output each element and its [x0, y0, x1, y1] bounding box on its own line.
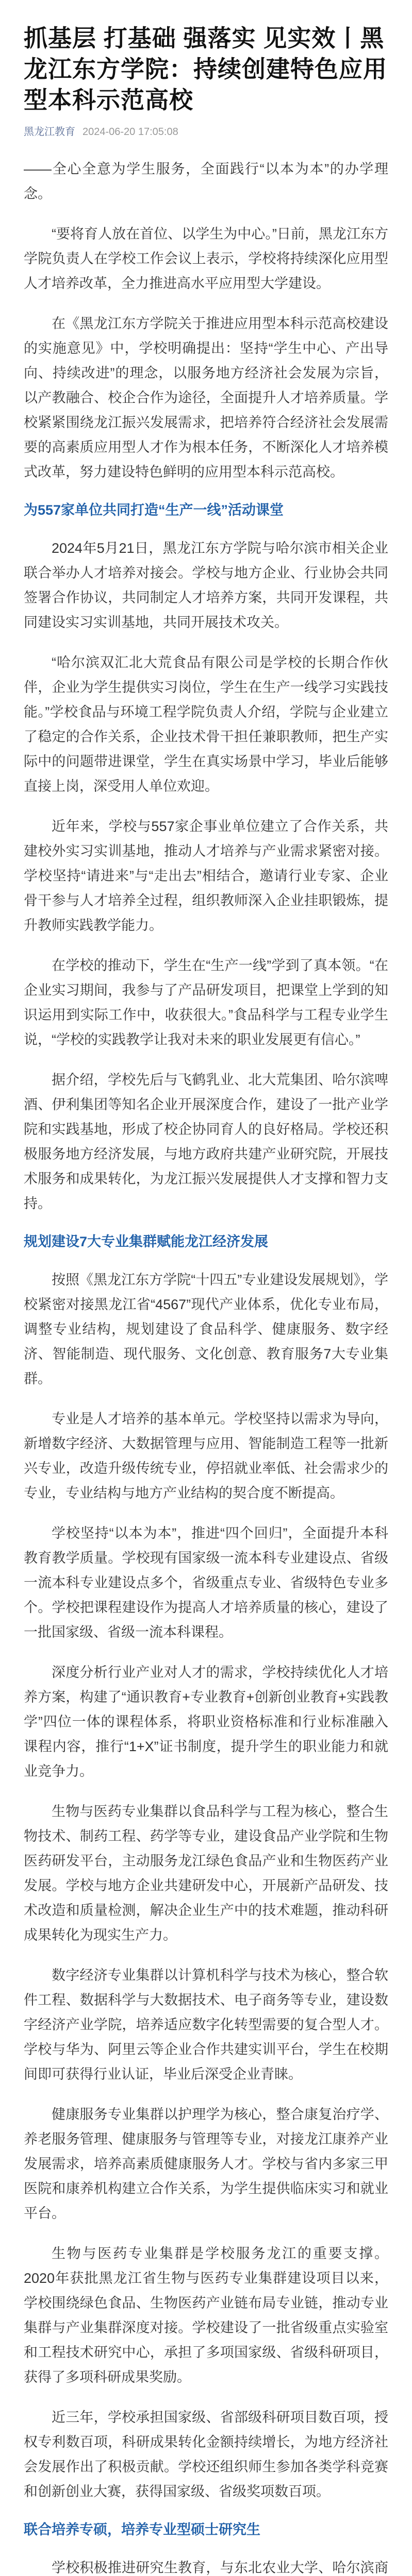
section-heading: 为557家单位共同打造“生产一线”活动课堂 — [24, 502, 284, 518]
body-paragraph: 学校积极推进研究生教育，与东北农业大学、哈尔滨商 — [52, 2560, 388, 2575]
section-heading: 规划建设7大专业集群赋能龙江经济发展 — [24, 1234, 269, 1249]
body-paragraph: 数字经济专业集群以计算机科学与技术为核心，整合软件工程、数据科学与大数据技术、电子商务等专业，建设数字经济产业学院，培养适应数字化转型需要的复合型人才。学校与华为、阿里云等企业合作共建实训平台，学生在校期间即可获得行业认证，毕业后深受企业青睐。 — [24, 1968, 388, 2082]
body-paragraph: 2024年5月21日，黑龙江东方学院与哈尔滨市相关企业联合举办人才培养对接会。学校与地方企业、行业协会共同签署合作协议，共同制定人才培养方案，共同开发课程，共同建设实习实训基地，共同开展技术攻关。 — [24, 540, 388, 630]
body-paragraph: 据介绍，学校先后与飞鹤乳业、北大荒集团、哈尔滨啤酒、伊利集团等知名企业开展深度合作，建设了一批产业学院和实践基地，形成了校企协同育人的良好格局。学校还积极服务地方经济发展，与地方政府共建产业研究院，开展技术服务和成果转化，为龙江振兴发展提供人才支撑和智力支持。 — [24, 1072, 388, 1211]
body-paragraph: “要将育人放在首位、以学生为中心。”日前，黑龙江东方学院负责人在学校工作会议上表示，学校将持续深化应用型人才培养改革，全力推进高水平应用型大学建设。 — [24, 226, 388, 291]
article-meta — [24, 125, 388, 139]
body-paragraph: 按照《黑龙江东方学院“十四五”专业建设发展规划》，学校紧密对接黑龙江省“4567”现代产业体系，优化专业布局，调整专业结构，规划建设了食品科学、健康服务、数字经济、智能制造、现代服务、文化创意、教育服务7大专业集群。 — [24, 1272, 388, 1386]
section-heading: 联合培养专硕，培养专业型硕士研究生 — [24, 2522, 260, 2537]
body-paragraph: 生物与医药专业集群以食品科学与工程为核心，整合生物技术、制药工程、药学等专业，建设食品产业学院和生物医药研发平台，主动服务龙江绿色食品产业和生物医药产业发展。学校与地方企业共建研发中心，开展新产品研发、技术改造和质量检测，解决企业生产中的技术难题，推动科研成果转化为现实生产力。 — [24, 1804, 388, 1943]
body-paragraph: 专业是人才培养的基本单元。学校坚持以需求为导向，新增数字经济、大数据管理与应用、智能制造工程等一批新兴专业，改造升级传统专业，停招就业率低、社会需求少的专业，专业结构与地方产业结构的契合度不断提高。 — [24, 1411, 388, 1501]
source-account-link[interactable]: 黑龙江教育 — [24, 126, 75, 138]
article-body — [24, 157, 388, 2576]
body-paragraph: 深度分析行业产业对人才的需求，学校持续优化人才培养方案，构建了“通识教育+专业教育+创新创业教育+实践教学”四位一体的课程体系，将职业资格标准和行业标准融入课程内容，推行“1+X”证书制度，提升学生的职业能力和就业竞争力。 — [24, 1665, 388, 1779]
body-paragraph: 在《黑龙江东方学院关于推进应用型本科示范高校建设的实施意见》中，学校明确提出：坚持“学生中心、产出导向、持续改进”的理念，以服务地方经济社会发展为宗旨，以产教融合、校企合作为途径，全面提升人才培养质量。学校紧紧围绕龙江振兴发展需求，把培养符合经济社会发展需要的高素质应用型人才作为根本任务，不断深化人才培养模式改革，努力建设特色鲜明的应用型本科示范高校。 — [24, 316, 388, 480]
body-paragraph: “哈尔滨双汇北大荒食品有限公司是学校的长期合作伙伴，企业为学生提供实习岗位，学生在生产一线学习实践技能。”学校食品与环境工程学院负责人介绍，学院与企业建立了稳定的合作关系，企业技术骨干担任兼职教师，把生产实际中的问题带进课堂，学生在真实场景中学习，毕业后能够直接上岗，深受用人单位欢迎。 — [24, 655, 388, 794]
body-paragraph: 近三年，学校承担国家级、省部级科研项目数百项，授权专利数百项，科研成果转化金额持续增长，为地方经济社会发展作出了积极贡献。学校还组织师生参加各类学科竞赛和创新创业大赛，获得国家级、省级奖项数百项。 — [24, 2410, 388, 2499]
article-title: 抓基层 打基础 强落实 见实效丨黑龙江东方学院：持续创建特色应用型本科示范高校 — [24, 25, 387, 113]
body-paragraph: 生物与医药专业集群是学校服务龙江的重要支撑。2020年获批黑龙江省生物与医药专业集群建设项目以来，学校围绕绿色食品、生物医药产业链布局专业链，推动专业集群与产业集群深度对接。学校建设了一批省级重点实验室和工程技术研究中心，承担了多项国家级、省级科研项目，获得了多项科研成果奖励。 — [24, 2246, 388, 2385]
body-paragraph: ——全心全意为学生服务，全面践行“以本为本”的办学理念。 — [24, 161, 388, 201]
body-paragraph: 在学校的推动下，学生在“生产一线”学到了真本领。“在企业实习期间，我参与了产品研发项目，把课堂上学到的知识运用到实际工作中，收获很大。”食品科学与工程专业学生说，“学校的实践教学让我对未来的职业发展更有信心。” — [24, 958, 388, 1047]
body-paragraph: 近年来，学校与557家企事业单位建立了合作关系，共建校外实习实训基地，推动人才培养与产业需求紧密对接。学校坚持“请进来”与“走出去”相结合，邀请行业专家、企业骨干参与人才培养全过程，组织教师深入企业挂职锻炼，提升教师实践教学能力。 — [24, 819, 388, 933]
publish-date: 2024-06-20 17:05:08 — [83, 126, 178, 138]
body-paragraph: 健康服务专业集群以护理学为核心，整合康复治疗学、养老服务管理、健康服务与管理等专业，对接龙江康养产业发展需求，培养高素质健康服务人才。学校与省内多家三甲医院和康养机构建立合作关系，为学生提供临床实习和就业平台。 — [24, 2107, 388, 2221]
body-paragraph: 学校坚持“以本为本”，推进“四个回归”，全面提升本科教育教学质量。学校现有国家级一流本科专业建设点、省级一流本科专业建设点多个，省级重点专业、省级特色专业多个。学校把课程建设作为提高人才培养质量的核心，建设了一批国家级、省级一流本科课程。 — [24, 1526, 388, 1640]
